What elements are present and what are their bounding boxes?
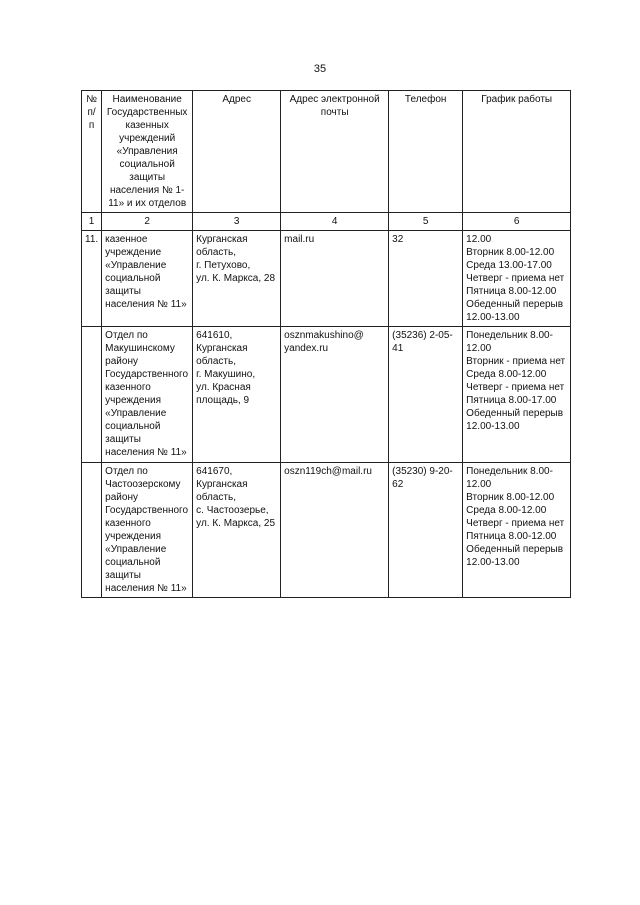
cell-line: «Управление — [105, 260, 167, 271]
cell-line: социальной — [105, 557, 161, 568]
cell-line: ул. Красная — [196, 382, 251, 393]
cell-line: Среда 13.00-17.00 — [466, 260, 552, 271]
cell-line: Пятница 8.00-12.00 — [466, 531, 557, 542]
cell-line: 12.00-13.00 — [466, 421, 520, 432]
cell-line: Вторник 8.00-12.00 — [466, 247, 555, 258]
header-phone: Телефон — [389, 91, 463, 213]
cell-email — [281, 327, 389, 463]
cell-line: защиты — [105, 570, 141, 581]
header-index: № п/п — [82, 91, 102, 213]
cell-line: Обеденный перерыв — [466, 544, 564, 555]
header-row — [82, 91, 571, 213]
cell-line: Пятница 8.00-12.00 — [466, 286, 557, 297]
cell-line: ул. К. Маркса, 28 — [196, 273, 276, 284]
header-address: Адрес — [193, 91, 281, 213]
cell-schedule — [463, 231, 571, 327]
cell-line: Пятница 8.00-17.00 — [466, 395, 557, 406]
cell-line: Четверг - приема нет — [466, 518, 565, 529]
column-number: 4 — [281, 213, 389, 231]
cell-line: osznmakushino@ — [284, 330, 364, 341]
cell-name — [102, 231, 193, 327]
cell-line: 62 — [392, 479, 404, 490]
page-number: 35 — [313, 63, 327, 75]
cell-line: Отдел по — [105, 466, 148, 477]
cell-line: «Управление — [105, 408, 167, 419]
cell-line: ул. К. Маркса, 25 — [196, 518, 276, 529]
cell-line: Четверг - приема нет — [466, 273, 565, 284]
cell-line: учреждения — [105, 395, 162, 406]
cell-line: Среда 8.00-12.00 — [466, 505, 547, 516]
institutions-table — [81, 90, 571, 598]
cell-line: площадь, 9 — [196, 395, 250, 406]
cell-line: учреждение — [105, 247, 162, 258]
cell-line: г. Петухово, — [196, 260, 251, 271]
cell-address — [193, 327, 281, 463]
cell-line: Курганская — [196, 479, 248, 490]
cell-line: 12.00-13.00 — [466, 312, 520, 323]
cell-line: 641610, — [196, 330, 233, 341]
cell-line: Среда 8.00-12.00 — [466, 369, 547, 380]
cell-line: Четверг - приема нет — [466, 382, 565, 393]
cell-line: mail.ru — [284, 234, 315, 245]
cell-line: казенного — [105, 382, 151, 393]
cell-address — [193, 463, 281, 598]
cell-line: району — [105, 356, 138, 367]
column-number: 3 — [193, 213, 281, 231]
cell-line: область, — [196, 247, 236, 258]
cell-line: защиты — [105, 286, 141, 297]
cell-line: 12.00-13.00 — [466, 557, 520, 568]
cell-name — [102, 463, 193, 598]
cell-line: учреждения — [105, 531, 162, 542]
table-row — [82, 231, 571, 327]
cell-line: Вторник 8.00-12.00 — [466, 492, 555, 503]
cell-line: казенного — [105, 518, 151, 529]
header-email: Адрес электронной почты — [281, 91, 389, 213]
cell-line: Обеденный перерыв — [466, 299, 564, 310]
cell-line: Частоозерскому — [105, 479, 181, 490]
column-number: 6 — [463, 213, 571, 231]
table-body — [82, 231, 571, 598]
cell-address — [193, 231, 281, 327]
cell-line: г. Макушино, — [196, 369, 256, 380]
cell-line: Курганская — [196, 234, 248, 245]
cell-phone — [389, 463, 463, 598]
cell-phone — [389, 231, 463, 327]
cell-schedule — [463, 327, 571, 463]
cell-line: oszn119ch@mail.ru — [284, 466, 372, 477]
cell-line: социальной — [105, 421, 161, 432]
table-row — [82, 327, 571, 463]
column-number-row — [82, 213, 571, 231]
cell-line: yandex.ru — [284, 343, 329, 354]
cell-index — [82, 463, 102, 598]
column-number: 5 — [389, 213, 463, 231]
cell-phone — [389, 327, 463, 463]
cell-line: с. Частоозерье, — [196, 505, 269, 516]
cell-index — [82, 327, 102, 463]
cell-line: Обеденный перерыв — [466, 408, 564, 419]
cell-line: Государственного — [105, 505, 189, 516]
cell-line: (35230) 9-20- — [392, 466, 453, 477]
cell-line: Курганская — [196, 343, 248, 354]
cell-line: населения № 11» — [105, 583, 187, 594]
cell-schedule — [463, 463, 571, 598]
cell-line: населения № 11» — [105, 447, 187, 458]
cell-line: 12.00 — [466, 234, 492, 245]
cell-line: (35236) 2-05- — [392, 330, 453, 341]
cell-line: 12.00 — [466, 479, 492, 490]
cell-line: Отдел по — [105, 330, 148, 341]
cell-name — [102, 327, 193, 463]
cell-email — [281, 463, 389, 598]
cell-line: Вторник - приема нет — [466, 356, 566, 367]
column-number: 1 — [82, 213, 102, 231]
cell-line: казенное — [105, 234, 148, 245]
cell-line: «Управление — [105, 544, 167, 555]
cell-index: 11. — [82, 231, 102, 327]
cell-line: область, — [196, 492, 236, 503]
cell-line: 32 — [392, 234, 404, 245]
cell-email — [281, 231, 389, 327]
cell-line: область, — [196, 356, 236, 367]
cell-line: Макушинскому — [105, 343, 175, 354]
cell-line: Понедельник 8.00- — [466, 466, 553, 477]
cell-line: социальной — [105, 273, 161, 284]
cell-line: 41 — [392, 343, 404, 354]
table-row — [82, 463, 571, 598]
header-name: Наименование Государственных казенных учреждений «Управления социальной защиты населения № 1-11» и их отделов — [102, 91, 193, 213]
column-number: 2 — [102, 213, 193, 231]
cell-line: 12.00 — [466, 343, 492, 354]
cell-line: Государственного — [105, 369, 189, 380]
cell-line: Понедельник 8.00- — [466, 330, 553, 341]
cell-line: 641670, — [196, 466, 233, 477]
cell-line: защиты — [105, 434, 141, 445]
header-schedule: График работы — [463, 91, 571, 213]
cell-line: району — [105, 492, 138, 503]
cell-line: населения № 11» — [105, 299, 187, 310]
